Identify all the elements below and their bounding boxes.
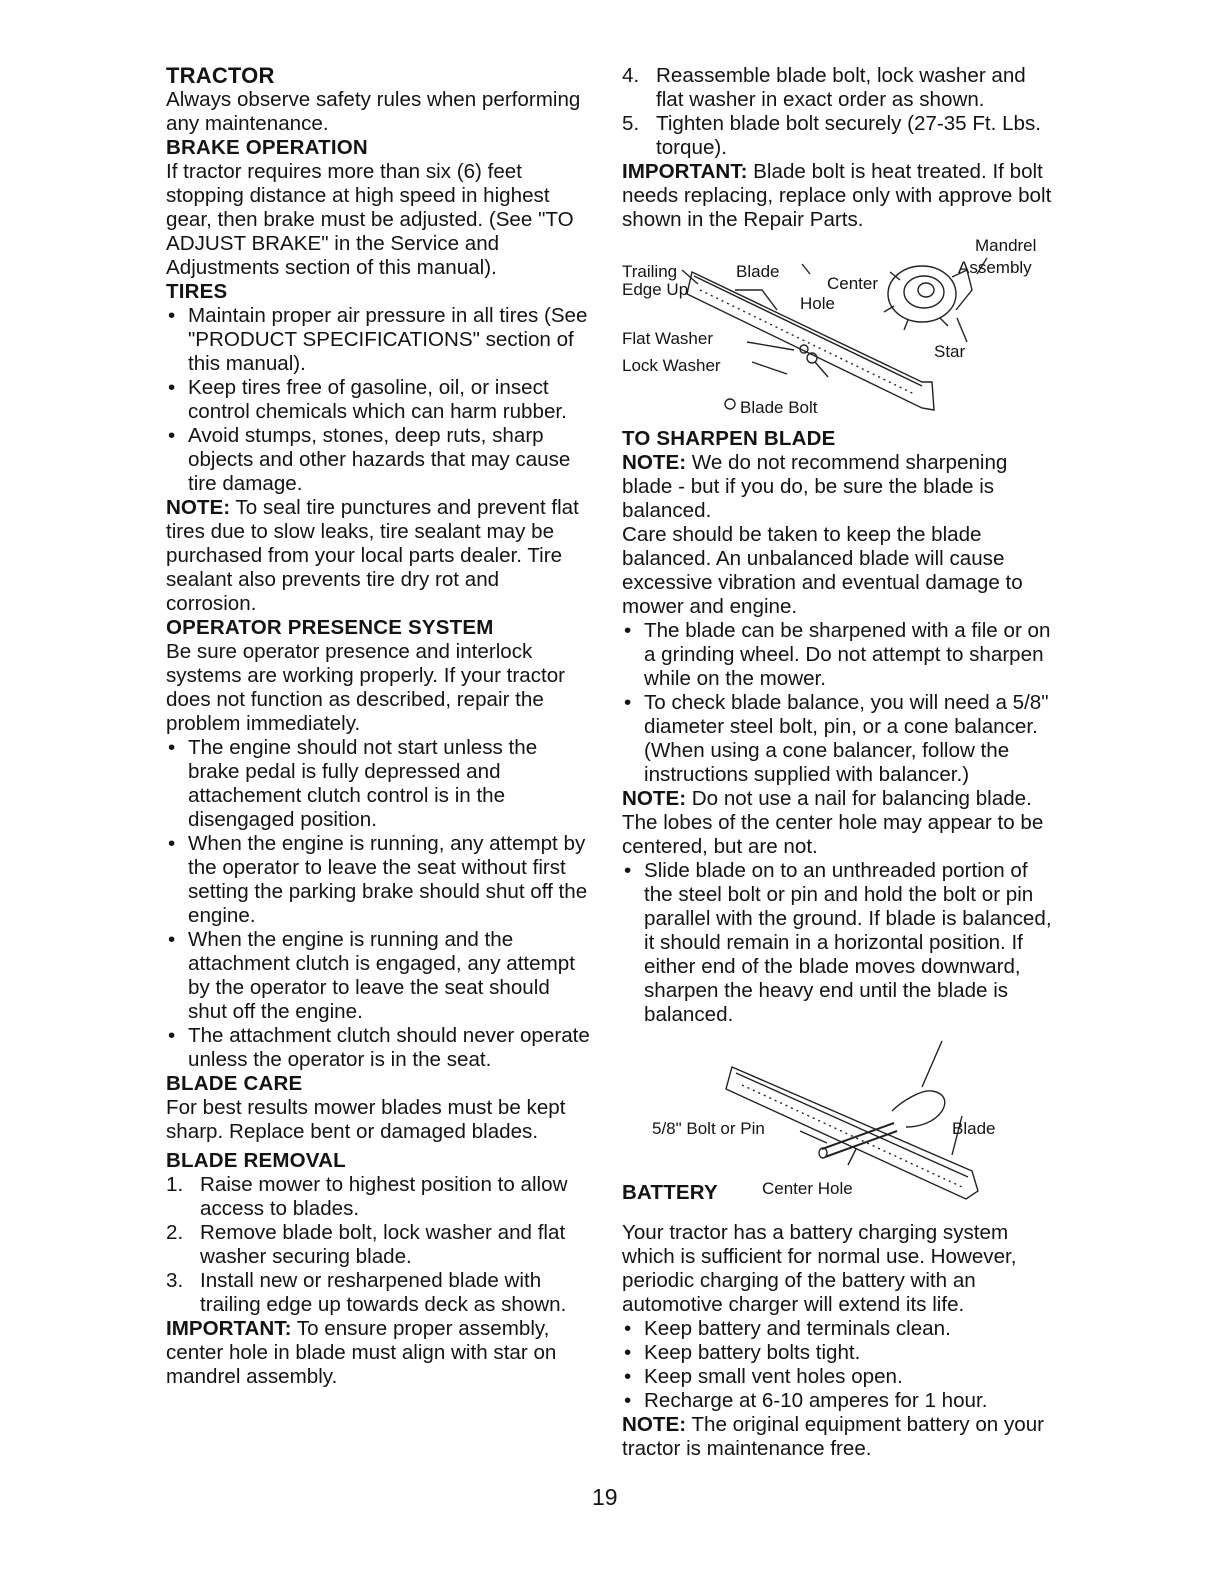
fig1-label-center: Center	[827, 274, 879, 293]
step-number: 4.	[622, 64, 640, 87]
important-label: IMPORTANT:	[166, 1317, 292, 1340]
tires-note	[166, 496, 591, 616]
fig1-label-mandrel: Mandrel	[975, 236, 1037, 255]
blade-removal-heading: BLADE REMOVAL	[166, 1149, 346, 1172]
tractor-intro: Always observe safety rules when performing any maintenance.	[166, 88, 581, 135]
battery-bullet: • Keep battery and terminals clean.	[622, 1317, 1052, 1341]
blade-care-text: For best results mower blades must be kept sharp. Replace bent or damaged blades.	[166, 1096, 566, 1143]
sharpen-text: Care should be taken to keep the blade balanced. An unbalanced blade will cause excessive vibration and eventual damage to mower and engine.	[622, 523, 1023, 618]
removal-step	[166, 1221, 591, 1269]
left-column	[166, 64, 591, 1389]
sharpen-bullet: • The blade can be sharpened with a file or on a grinding wheel. Do not attempt to sharpen while on the mower.	[622, 619, 1052, 691]
fig2-label-center-hole: Center Hole	[762, 1179, 853, 1198]
note-text: Do not use a nail for balancing blade. The lobes of the center hole may appear to be centered, but are not.	[622, 787, 1044, 858]
removal-step	[166, 1269, 591, 1317]
fig1-label-assembly: Assembly	[958, 258, 1032, 277]
step-number: 5.	[622, 112, 640, 135]
battery-heading: BATTERY	[622, 1181, 718, 1204]
fig1-label-lock-washer: Lock Washer	[622, 356, 721, 375]
step-number: 2.	[166, 1221, 184, 1244]
note-text: We do not recommend sharpening blade - but if you do, be sure the blade is balanced.	[622, 451, 1008, 522]
blade-assembly-figure	[622, 232, 1052, 427]
fig1-label-hole: Hole	[800, 294, 835, 313]
brake-text: If tractor requires more than six (6) feet stopping distance at high speed in highest gear, then brake must be adjusted. (See "TO ADJUST BRAKE" in the Service and Adjustments section of this manual).	[166, 160, 574, 279]
note-text: To seal tire punctures and prevent flat tires due to slow leaks, tire sealant may be purchased from your local parts dealer. Tire sealant also prevents tire dry rot and corrosion.	[166, 496, 579, 615]
tires-heading: TIRES	[166, 280, 228, 303]
step-text: Raise mower to highest position to allow access to blades.	[200, 1173, 568, 1220]
ops-bullet: • When the engine is running and the attachment clutch is engaged, any attempt by the operator to leave the seat should shut off the engine.	[166, 928, 591, 1024]
important-text: To ensure proper assembly, center hole in blade must align with star on mandrel assembly.	[166, 1317, 557, 1388]
page-number: 19	[592, 1484, 618, 1510]
sharpen-heading: TO SHARPEN BLADE	[622, 427, 836, 450]
fig1-label-edge-up: Edge Up	[622, 280, 689, 299]
important-note	[166, 1317, 591, 1389]
step-text: Install new or resharpened blade with trailing edge up towards deck as shown.	[200, 1269, 567, 1316]
tires-bullet: • Maintain proper air pressure in all tires (See "PRODUCT SPECIFICATIONS" section of this manual).	[166, 304, 591, 376]
ops-bullet: • When the engine is running, any attempt by the operator to leave the seat without first setting the parking brake should shut off the engine.	[166, 832, 591, 928]
step-number: 1.	[166, 1173, 184, 1196]
sharpen-note	[622, 451, 1052, 523]
important-note	[622, 160, 1052, 232]
battery-bullet: • Keep battery bolts tight.	[622, 1341, 1052, 1365]
important-label: IMPORTANT:	[622, 160, 748, 183]
step-text: Tighten blade bolt securely (27-35 Ft. Lbs. torque).	[656, 112, 1042, 159]
ops-heading: OPERATOR PRESENCE SYSTEM	[166, 616, 494, 639]
assembly-step	[622, 112, 1052, 160]
note-label: NOTE:	[622, 451, 687, 474]
brake-heading: BRAKE OPERATION	[166, 136, 368, 159]
important-text: Blade bolt is heat treated. If bolt needs replacing, replace only with approve bolt shown in the Repair Parts.	[622, 160, 1052, 231]
step-text: Remove blade bolt, lock washer and flat washer securing blade.	[200, 1221, 566, 1268]
removal-step	[166, 1173, 591, 1221]
fig2-label-blade: Blade	[952, 1119, 996, 1138]
fig2-label-bolt-or-pin: 5/8" Bolt or Pin	[652, 1119, 765, 1138]
tires-bullet: • Keep tires free of gasoline, oil, or insect control chemicals which can harm rubber.	[166, 376, 591, 424]
note-label: NOTE:	[622, 1413, 687, 1436]
note-label: NOTE:	[166, 496, 231, 519]
ops-bullet: • The engine should not start unless the brake pedal is fully depressed and attachement clutch control is in the disengaged position.	[166, 736, 591, 832]
step-text: Reassemble blade bolt, lock washer and flat washer in exact order as shown.	[656, 64, 1026, 111]
fig1-label-trailing: Trailing	[622, 262, 678, 281]
balance-bullet: • Slide blade on to an unthreaded portion of the steel bolt or pin and hold the bolt or pin parallel with the ground. If blade is balanced, it should remain in a horizontal position. If either end of the blade moves downward, sharpen the heavy end until the blade is balanced.	[622, 859, 1052, 1027]
step-number: 3.	[166, 1269, 184, 1292]
blade-care-heading: BLADE CARE	[166, 1072, 303, 1095]
right-column	[622, 64, 1052, 1461]
tractor-heading: TRACTOR	[166, 63, 275, 88]
fig1-label-flat-washer: Flat Washer	[622, 329, 714, 348]
blade-balance-figure	[622, 1031, 1052, 1221]
battery-note	[622, 1413, 1052, 1461]
battery-bullet: • Recharge at 6-10 amperes for 1 hour.	[622, 1389, 1052, 1413]
tires-bullet: • Avoid stumps, stones, deep ruts, sharp objects and other hazards that may cause tire damage.	[166, 424, 591, 496]
balance-note	[622, 787, 1052, 859]
note-text: The original equipment battery on your tractor is maintenance free.	[622, 1413, 1045, 1460]
assembly-step	[622, 64, 1052, 112]
fig1-label-blade: Blade	[736, 262, 780, 281]
ops-text: Be sure operator presence and interlock systems are working properly. If your tractor does not function as described, repair the problem immediately.	[166, 640, 566, 735]
fig1-label-star: Star	[934, 342, 966, 361]
sharpen-bullet: • To check blade balance, you will need a 5/8" diameter steel bolt, pin, or a cone balancer. (When using a cone balancer, follow the instructions supplied with balancer.)	[622, 691, 1052, 787]
note-label: NOTE:	[622, 787, 687, 810]
ops-bullet: • The attachment clutch should never operate unless the operator is in the seat.	[166, 1024, 591, 1072]
fig1-label-blade-bolt: Blade Bolt	[740, 398, 818, 417]
battery-text: Your tractor has a battery charging system which is sufficient for normal use. However, periodic charging of the battery with an automotive charger will extend its life.	[622, 1221, 1017, 1316]
battery-bullet: • Keep small vent holes open.	[622, 1365, 1052, 1389]
